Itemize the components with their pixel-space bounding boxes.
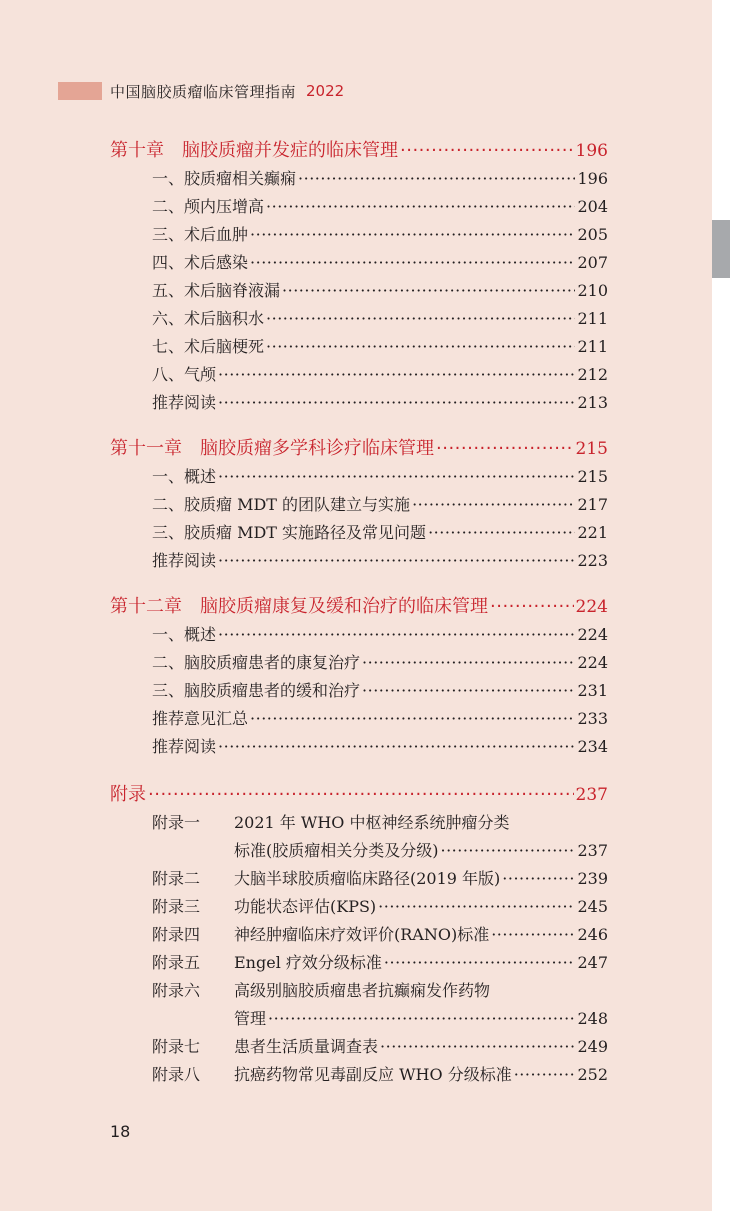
appendix-entry[interactable] (152, 950, 608, 976)
dot-leader (490, 594, 574, 620)
entry-label: 三、脑胶质瘤患者的缓和治疗 (152, 681, 361, 700)
dot-leader (148, 782, 574, 808)
dot-leader (250, 222, 575, 248)
dot-leader (218, 464, 575, 490)
entry-label: 推荐阅读 (152, 737, 217, 756)
toc-entry[interactable] (152, 622, 608, 648)
appendix-prefix: 附录八 (152, 1065, 201, 1084)
dot-leader (298, 166, 575, 192)
entry-label: 推荐阅读 (152, 393, 217, 412)
appendix-prefix: 附录四 (152, 925, 201, 944)
toc-entry[interactable] (152, 520, 608, 546)
dot-leader (268, 1006, 575, 1032)
page-number: 217 (577, 495, 608, 514)
page-number: 196 (575, 141, 608, 161)
header-year: 2022 (306, 82, 345, 100)
toc-chapter[interactable] (110, 594, 608, 620)
page-edge (712, 0, 730, 1211)
dot-leader (362, 678, 575, 704)
toc-entry[interactable] (152, 362, 608, 388)
page-number: 248 (577, 1009, 608, 1028)
page-number: 211 (577, 337, 608, 356)
appendix-entry[interactable] (152, 1034, 608, 1060)
toc-entry[interactable] (152, 492, 608, 518)
appendix-entry[interactable] (152, 866, 608, 892)
entry-label-continued: 标准(胶质瘤相关分类及分级) (234, 841, 439, 860)
page-number: 207 (577, 253, 608, 272)
dot-leader (250, 706, 575, 732)
entry-label: 二、胶质瘤 MDT 的团队建立与实施 (152, 495, 411, 514)
dot-leader (514, 1062, 576, 1088)
dot-leader (282, 278, 575, 304)
appendix-prefix: 附录三 (152, 897, 201, 916)
page-number: 223 (577, 551, 608, 570)
entry-label: 高级别脑胶质瘤患者抗癫痫发作药物 (234, 981, 491, 1000)
page-number: 239 (577, 869, 608, 888)
appendix-prefix: 附录二 (152, 869, 201, 888)
dot-leader (266, 194, 575, 220)
chapter-title: 第十二章 脑胶质瘤康复及缓和治疗的临床管理 (110, 596, 488, 617)
entry-label: 一、概述 (152, 467, 217, 486)
dot-leader (502, 866, 575, 892)
toc-entry[interactable] (152, 278, 608, 304)
appendix-prefix: 附录一 (152, 813, 201, 832)
dot-leader (266, 334, 575, 360)
entry-label: 二、颅内压增高 (152, 197, 265, 216)
page-number: 215 (577, 467, 608, 486)
page-number: 233 (577, 709, 608, 728)
page-number: 237 (577, 841, 608, 860)
entry-label: 六、术后脑积水 (152, 309, 265, 328)
entry-label-continued: 管理 (234, 1009, 267, 1028)
entry-label: 三、胶质瘤 MDT 实施路径及常见问题 (152, 523, 427, 542)
page-number: 237 (575, 785, 608, 805)
appendix-prefix: 附录六 (152, 981, 201, 1000)
entry-label: 四、术后感染 (152, 253, 249, 272)
dot-leader (384, 950, 576, 976)
toc-appendix[interactable] (110, 782, 608, 808)
entry-label: 抗癌药物常见毒副反应 WHO 分级标准 (234, 1065, 512, 1084)
toc-entry[interactable] (152, 734, 608, 760)
dot-leader (436, 436, 574, 462)
dot-leader (218, 390, 575, 416)
page-number: 221 (577, 523, 608, 542)
dot-leader (400, 138, 574, 164)
appendix-entry[interactable] (152, 1062, 608, 1088)
dot-leader (218, 734, 575, 760)
toc-entry[interactable] (152, 222, 608, 248)
appendix-entry-continued[interactable] (234, 838, 608, 864)
entry-label: 七、术后脑梗死 (152, 337, 265, 356)
page-number: 246 (577, 925, 608, 944)
dot-leader (491, 922, 575, 948)
dot-leader (218, 362, 575, 388)
page-number: 213 (577, 393, 608, 412)
page-number: 196 (577, 169, 608, 188)
toc-entry[interactable] (152, 706, 608, 732)
toc-chapter[interactable] (110, 436, 608, 462)
entry-label: 一、概述 (152, 625, 217, 644)
dot-leader (380, 1034, 575, 1060)
thumb-tab (712, 220, 730, 278)
entry-label: 八、气颅 (152, 365, 217, 384)
appendix-prefix: 附录五 (152, 953, 201, 972)
entry-label: 患者生活质量调查表 (234, 1037, 379, 1056)
entry-label: 推荐意见汇总 (152, 709, 249, 728)
dot-leader (218, 548, 575, 574)
page-number: 205 (577, 225, 608, 244)
dot-leader (428, 520, 575, 546)
appendix-title: 附录 (110, 784, 146, 805)
page-number: 224 (575, 597, 608, 617)
header-title: 中国脑胶质瘤临床管理指南 (110, 82, 297, 101)
header-bar (58, 82, 102, 100)
appendix-prefix: 附录七 (152, 1037, 201, 1056)
toc-entry[interactable] (152, 250, 608, 276)
dot-leader (266, 306, 575, 332)
page-number: 234 (577, 737, 608, 756)
entry-label: 五、术后脑脊液漏 (152, 281, 281, 300)
appendix-entry[interactable] (152, 978, 608, 1004)
toc-entry[interactable] (152, 334, 608, 360)
entry-label: 推荐阅读 (152, 551, 217, 570)
appendix-entry[interactable] (152, 810, 608, 836)
entry-label: 二、脑胶质瘤患者的康复治疗 (152, 653, 361, 672)
page-number: 210 (577, 281, 608, 300)
page-number: 252 (577, 1065, 608, 1084)
page-number: 224 (577, 625, 608, 644)
toc-entry[interactable] (152, 548, 608, 574)
entry-label: 功能状态评估(KPS) (234, 897, 377, 916)
page-number: 231 (577, 681, 608, 700)
entry-label: 大脑半球胶质瘤临床路径(2019 年版) (234, 869, 501, 888)
dot-leader (441, 838, 576, 864)
page-number: 204 (577, 197, 608, 216)
toc-entry[interactable] (152, 678, 608, 704)
page-number: 212 (577, 365, 608, 384)
entry-label: 一、胶质瘤相关癫痫 (152, 169, 297, 188)
appendix-entry[interactable] (152, 922, 608, 948)
chapter-title: 第十章 脑胶质瘤并发症的临床管理 (110, 140, 398, 161)
page-number: 224 (577, 653, 608, 672)
page-number: 211 (577, 309, 608, 328)
entry-label: 2021 年 WHO 中枢神经系统肿瘤分类 (234, 813, 510, 832)
page-number: 245 (577, 897, 608, 916)
toc-entry[interactable] (152, 194, 608, 220)
entry-label: 三、术后血肿 (152, 225, 249, 244)
toc-entry[interactable] (152, 306, 608, 332)
toc-entry[interactable] (152, 650, 608, 676)
appendix-entry-continued[interactable] (234, 1006, 608, 1032)
entry-label: Engel 疗效分级标准 (234, 953, 382, 972)
toc-entry[interactable] (152, 464, 608, 490)
entry-label: 神经肿瘤临床疗效评价(RANO)标准 (234, 925, 490, 944)
folio-page-number: 18 (110, 1122, 131, 1141)
chapter-title: 第十一章 脑胶质瘤多学科诊疗临床管理 (110, 438, 434, 459)
toc-entry[interactable] (152, 390, 608, 416)
dot-leader (412, 492, 575, 518)
appendix-entry[interactable] (152, 894, 608, 920)
page-number: 249 (577, 1037, 608, 1056)
dot-leader (250, 250, 575, 276)
page-number: 247 (577, 953, 608, 972)
dot-leader (218, 622, 575, 648)
running-header (58, 80, 344, 102)
toc-chapter[interactable] (110, 138, 608, 164)
dot-leader (378, 894, 575, 920)
page-number: 215 (575, 439, 608, 459)
dot-leader (362, 650, 575, 676)
toc-entry[interactable] (152, 166, 608, 192)
